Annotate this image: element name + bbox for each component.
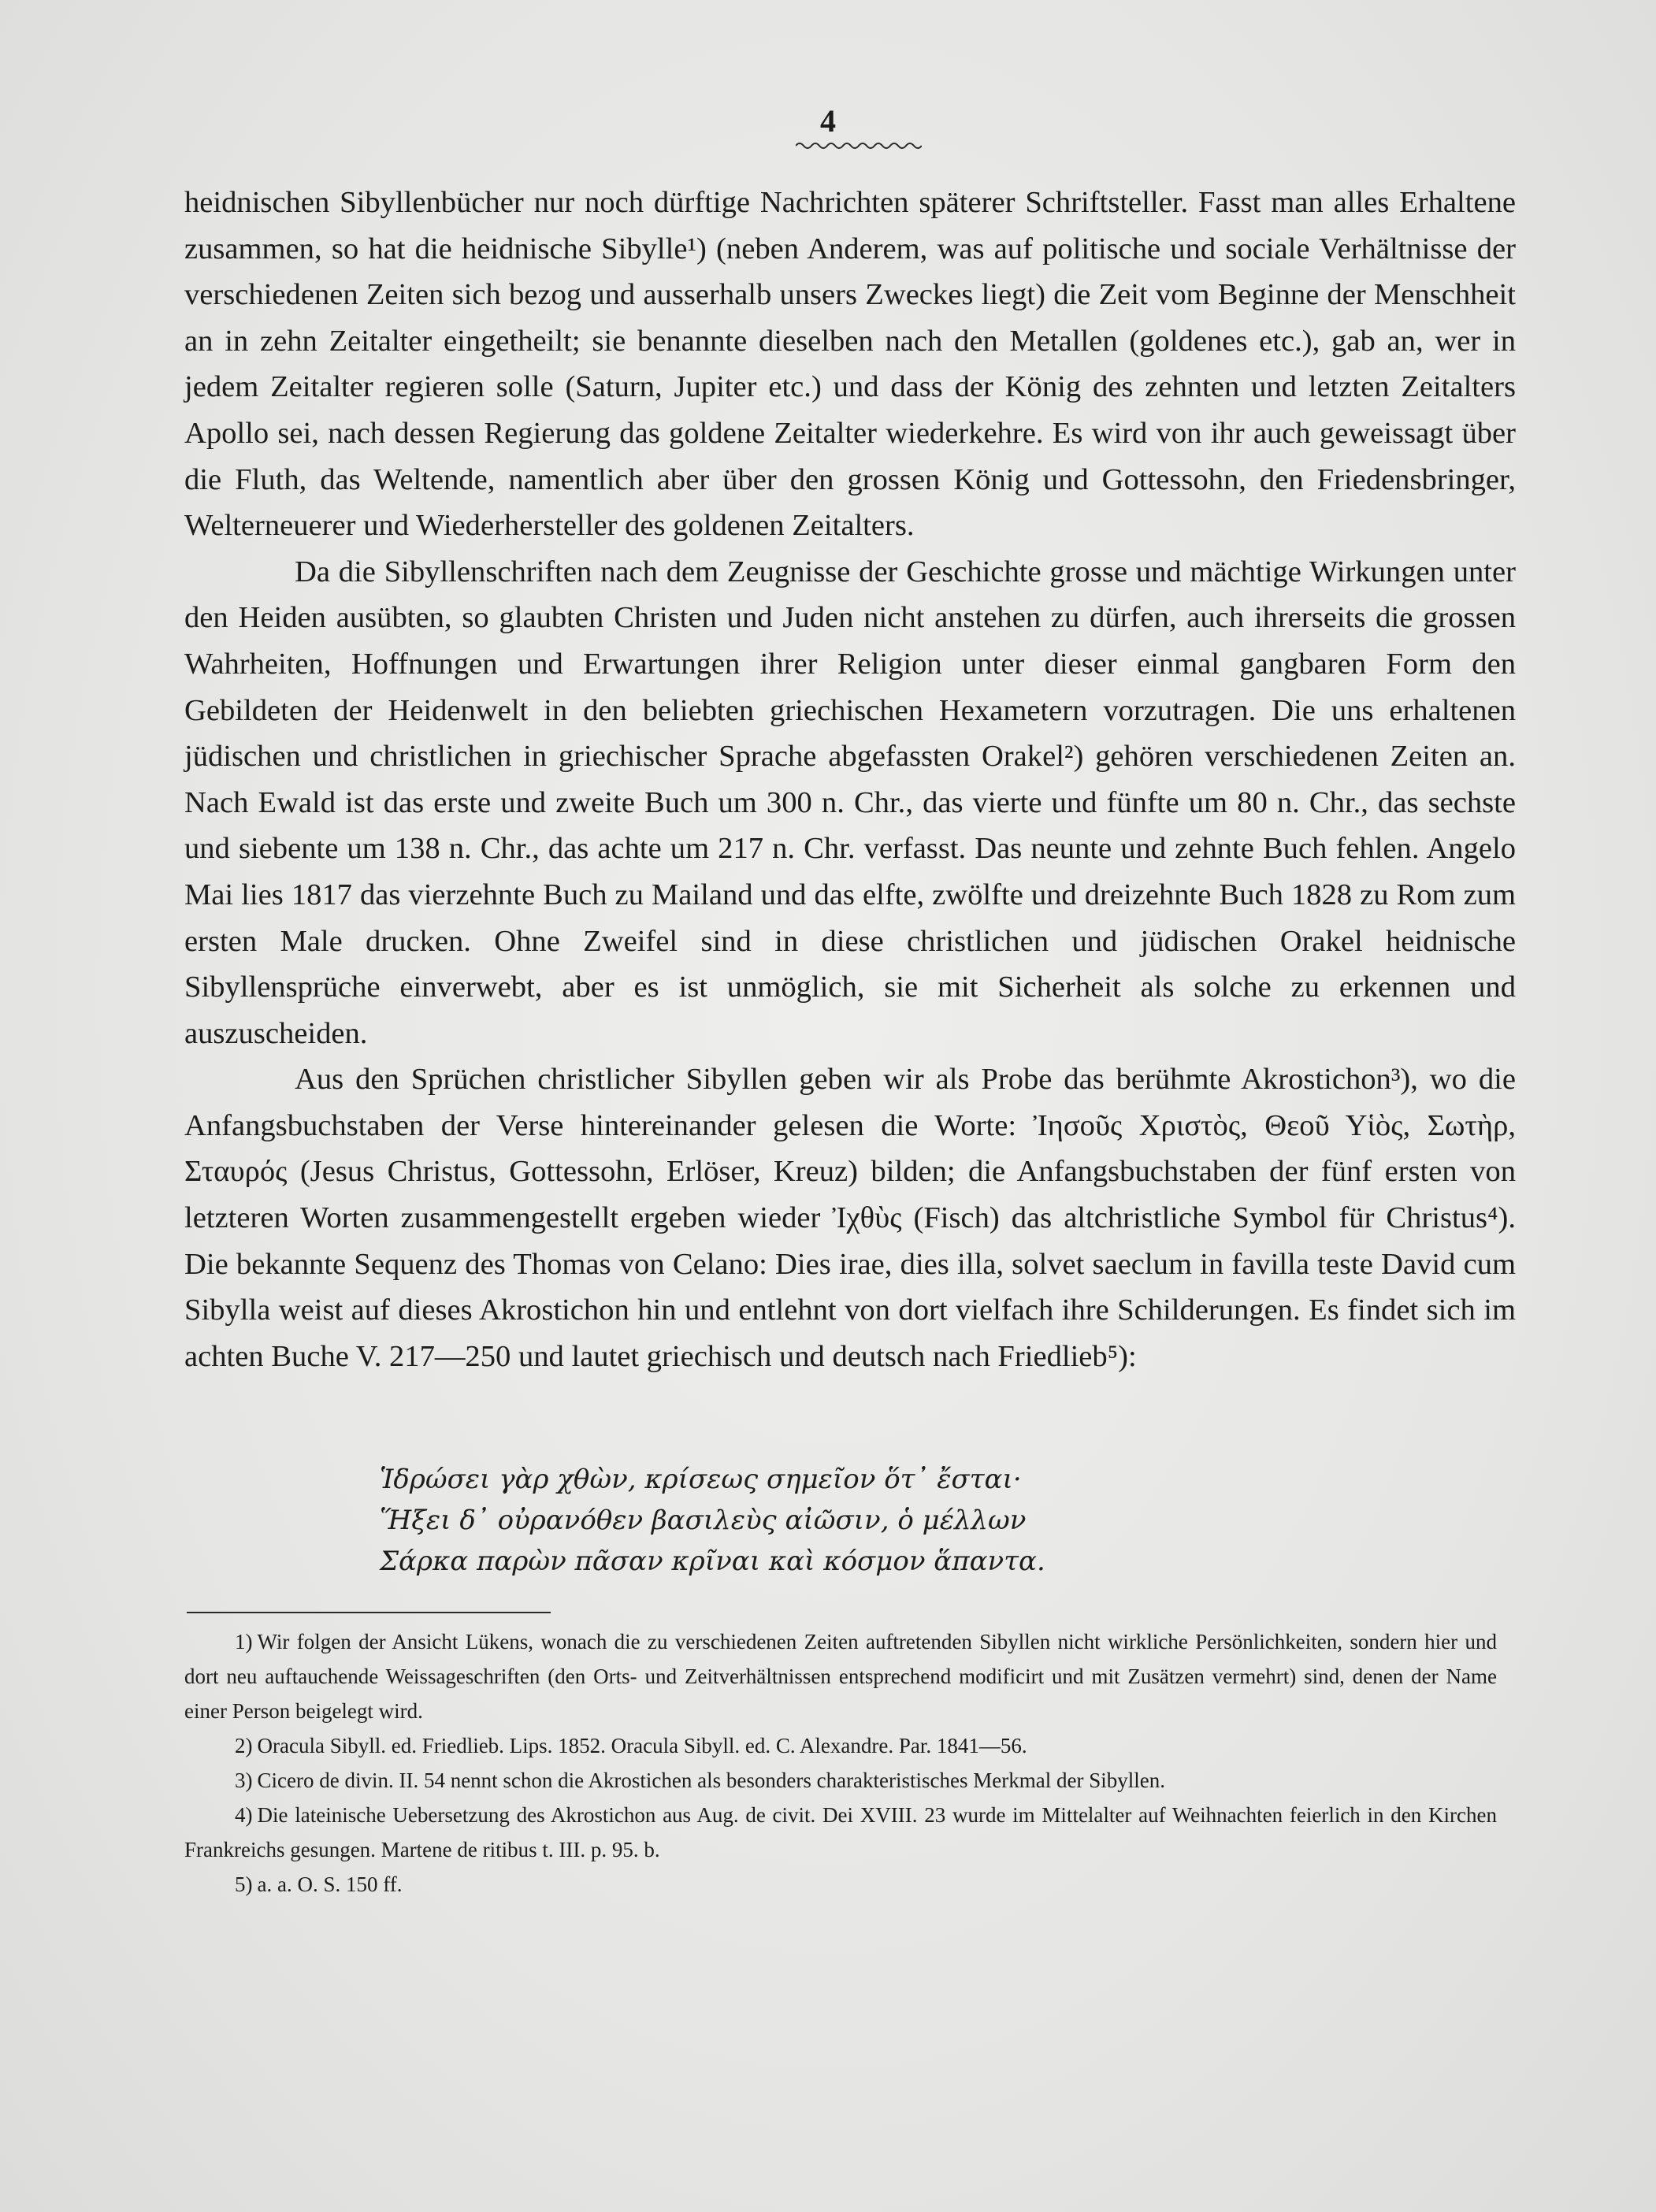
footnote-text: Wir folgen der Ansicht Lükens, wonach die zu verschiedenen Zeiten auftretenden Sibyllen nicht wirkliche Persönlichkeiten, sondern hier und dort neu auftauchende Weissageschriften (den Orts- und Zeitverhältnissen entsprechend modificirt und mit Zusätzen vermehrt) sind, denen der Name einer Person beigelegt wird. — [184, 1630, 1497, 1723]
verse-line: Ἱδρώσει γὰρ χθὼν, κρίσεως σημεῖον ὅτ᾽ ἔσται· — [380, 1464, 1022, 1495]
footnote — [184, 1798, 1497, 1867]
footnote-marker: 1) — [235, 1630, 253, 1653]
footnote-marker: 4) — [235, 1803, 253, 1827]
paragraph: heidnischen Sibyllenbücher nur noch dürftige Nachrichten späterer Schriftsteller. Fasst man alles Erhaltene zusammen, so hat die heidnische Sibylle¹) (neben Anderem, was auf politische und sociale Verhältnisse der verschiedenen Zeiten sich bezog und ausserhalb unsers Zweckes liegt) die Zeit vom Beginne der Menschheit an in zehn Zeitalter eingetheilt; sie benannte dieselben nach den Metallen (goldenes etc.), gab an, wer in jedem Zeitalter regieren solle (Saturn, Jupiter etc.) und dass der König des zehnten und letzten Zeitalters Apollo sei, nach dessen Regierung das goldene Zeitalter wiederkehre. Es wird von ihr auch geweissagt über die Fluth, das Weltende, namentlich aber über den grossen König und Gottessohn, den Friedensbringer, Welterneuerer und Wiederhersteller des goldenen Zeitalters. — [184, 186, 1516, 543]
footnote-marker: 5) — [235, 1872, 253, 1896]
footnote-text: Die lateinische Uebersetzung des Akrostichon aus Aug. de civit. Dei XVIII. 23 wurde im Mittelalter auf Weihnachten feierlich in den Kirchen Frankreichs gesungen. Martene de ritibus t. III. p. 95. b. — [184, 1803, 1497, 1861]
body-text — [184, 180, 1516, 1379]
verse-line: Ἥξει δ᾽ οὐρανόθεν βασιλεὺς αἰῶσιν, ὁ μέλλων — [380, 1505, 1027, 1536]
verse-line: Σάρκα παρὼν πᾶσαν κρῖναι καὶ κόσμον ἅπαντα. — [380, 1546, 1045, 1577]
footnote-marker: 2) — [235, 1734, 253, 1757]
footnote-text: Oracula Sibyll. ed. Friedlieb. Lips. 1852. Oracula Sibyll. ed. C. Alexandre. Par. 1841—56. — [257, 1734, 1027, 1757]
paragraph: Aus den Sprüchen christlicher Sibyllen geben wir als Probe das berühmte Akrostichon³), wo die Anfangsbuchstaben der Verse hintereinander gelesen die Worte: Ἰησοῦς Χριστὸς, Θεοῦ Υἱὸς, Σωτὴρ, Σταυρός (Jesus Christus, Gottessohn, Erlöser, Kreuz) bilden; die Anfangsbuchstaben der fünf ersten von letzteren Worten zusammengestellt ergeben wieder Ἰχθὺς (Fisch) das altchristliche Symbol für Christus⁴). Die bekannte Sequenz des Thomas von Celano: Dies irae, dies illa, solvet saeclum in favilla teste David cum Sibylla weist auf dieses Akrostichon hin und entlehnt von dort vielfach ihre Schilderungen. Es findet sich im achten Buche V. 217—250 und lautet griechisch und deutsch nach Friedlieb⁵): — [184, 1063, 1516, 1373]
footnotes — [184, 1624, 1497, 1902]
footnote — [184, 1867, 1497, 1902]
footnote-text: Cicero de divin. II. 54 nennt schon die Akrostichen als besonders charakteristisches Merkmal der Sibyllen. — [257, 1768, 1165, 1792]
footnote — [184, 1763, 1497, 1798]
greek-verse — [380, 1459, 1168, 1582]
footnote — [184, 1728, 1497, 1763]
page-number: 4 — [820, 103, 836, 139]
footnote — [184, 1624, 1497, 1728]
footnote-text: a. a. O. S. 150 ff. — [257, 1872, 403, 1896]
footnote-separator — [187, 1612, 551, 1613]
page-number-ornament — [796, 140, 922, 151]
footnote-marker: 3) — [235, 1768, 253, 1792]
paragraph: Da die Sibyllenschriften nach dem Zeugnisse der Geschichte grosse und mächtige Wirkungen unter den Heiden ausübten, so glaubten Christen und Juden nicht anstehen zu dürfen, auch ihrerseits die grossen Wahrheiten, Hoffnungen und Erwartungen ihrer Religion unter dieser einmal gangbaren Form den Gebildeten der Heidenwelt in den beliebten griechischen Hexametern vorzutragen. Die uns erhaltenen jüdischen und christlichen in griechischer Sprache abgefassten Orakel²) gehören verschiedenen Zeiten an. Nach Ewald ist das erste und zweite Buch um 300 n. Chr., das vierte und fünfte um 80 n. Chr., das sechste und siebente um 138 n. Chr., das achte um 217 n. Chr. verfasst. Das neunte und zehnte Buch fehlen. Angelo Mai lies 1817 das vierzehnte Buch zu Mailand und das elfte, zwölfte und dreizehnte Buch 1828 zu Rom zum ersten Male drucken. Ohne Zweifel sind in diese christlichen und jüdischen Orakel heidnische Sibyllensprüche einverwebt, aber es ist unmöglich, sie mit Sicherheit als solche zu erkennen und auszuscheiden. — [184, 555, 1516, 1050]
